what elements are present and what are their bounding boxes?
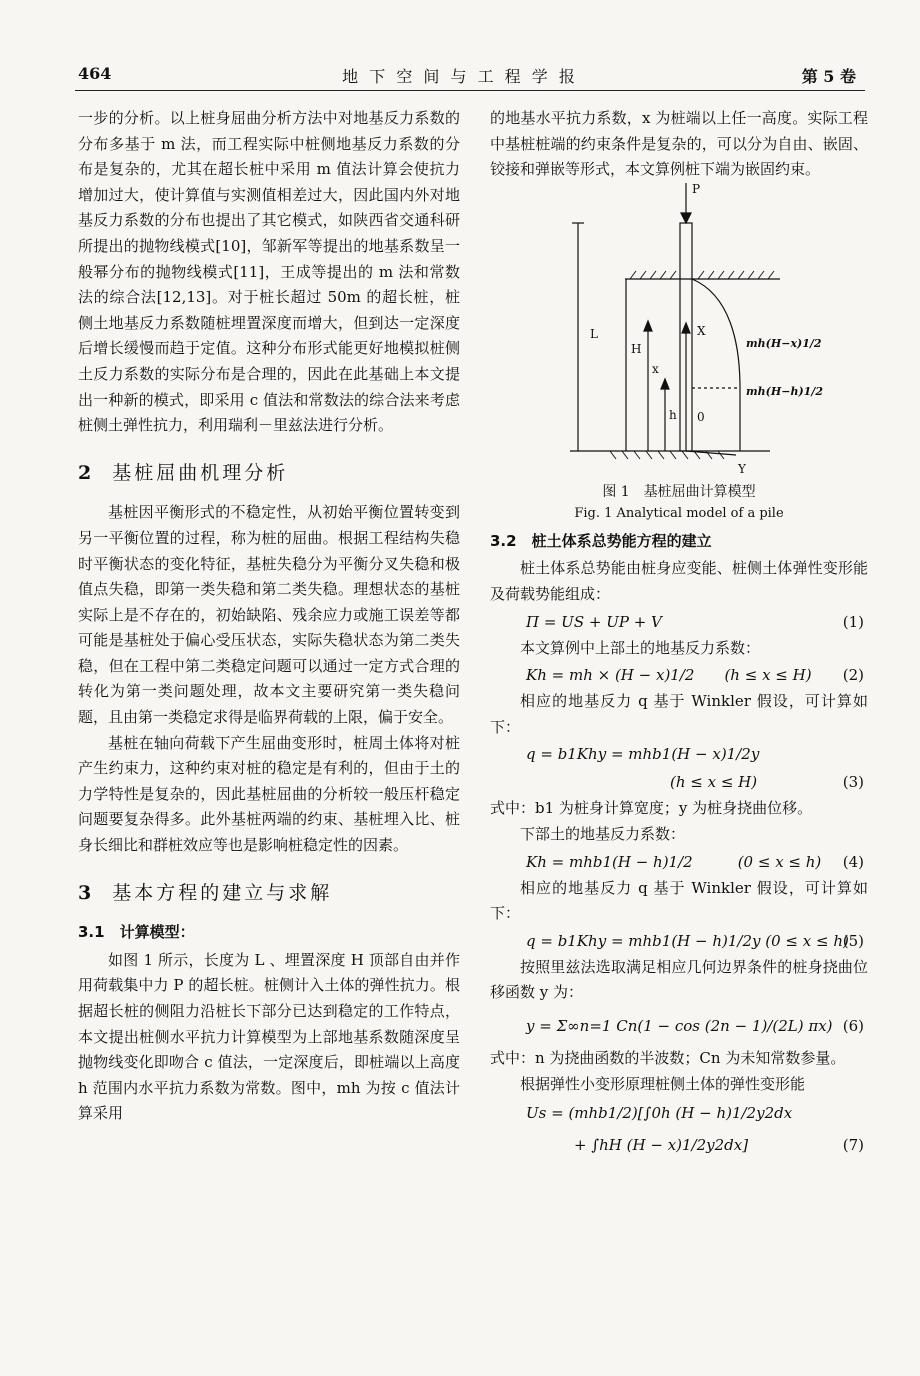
ground-hatch (630, 271, 774, 279)
section-number: 2 (78, 461, 95, 484)
equation-text: (h ≤ x ≤ H) (670, 773, 758, 792)
paragraph: 式中：b1 为桩身计算宽度；y 为桩身挠曲位移。 (490, 799, 813, 818)
right-column (490, 106, 868, 1161)
equation-3a (490, 740, 868, 768)
equation-3b (490, 768, 868, 796)
paragraph: 相应的地基反力 q 基于 Winkler 假设，可计算如下： (490, 878, 868, 923)
equation-7a (490, 1097, 868, 1129)
equation-number: (1) (842, 612, 864, 631)
section-title: 基桩屈曲机理分析 (112, 461, 289, 484)
label-x: x (652, 361, 659, 376)
paragraph: 本文算例中上部土的地基反力系数： (520, 638, 761, 657)
subsection-heading: 3.1 计算模型： (78, 923, 195, 942)
paragraph: 根据弹性小变形原理桩侧土体的弹性变形能 (520, 1074, 806, 1093)
equation-number: (4) (842, 852, 864, 871)
figure-caption-cn: 图 1 基桩屈曲计算模型 (602, 484, 756, 501)
equation-text: Us = (mhb1/2)[∫0h (H − h)1/2y2dx (526, 1104, 793, 1123)
paragraph: 式中：n 为挠曲函数的半波数；Cn 为未知常数参量。 (490, 1048, 846, 1067)
subsection-heading: 3.2 桩土体系总势能方程的建立 (490, 531, 712, 550)
equation-2 (490, 661, 868, 689)
label-k1: mh(H−x)1/2 (746, 336, 822, 350)
equation-text: Kh = mhb1(H − h)1/2 (0 ≤ x ≤ h) (526, 852, 822, 871)
label-X: X (697, 323, 706, 338)
section-number: 3 (78, 881, 95, 904)
label-origin: 0 (697, 409, 705, 424)
label-H: H (631, 341, 642, 356)
paragraph: 相应的地基反力 q 基于 Winkler 假设，可计算如下： (490, 692, 868, 736)
equation-6 (490, 1006, 868, 1046)
label-k2: mh(H−h)1/2 (746, 384, 823, 398)
section-title: 基本方程的建立与求解 (112, 881, 333, 904)
equation-text: q = b1Khy = mhb1(H − h)1/2y (0 ≤ x ≤ h) (526, 931, 849, 950)
equation-text: Kh = mh × (H − x)1/2 (h ≤ x ≤ H) (526, 666, 812, 685)
volume-label: 第 5 卷 (801, 67, 856, 86)
paragraph: 基桩在轴向荷载下产生屈曲变形时，桩周土体将对桩产生约束力，这种约束对桩的稳定是有利的，但由于土的力学特性是复杂的，因此基桩屈曲的分析较一般压杆稳定问题要复杂得多。此外基桩两端的约束、基桩埋入比、桩身长细比和群桩效应等也是影响桩稳定性的因素。 (78, 733, 460, 855)
equation-text: y = Σ∞n=1 Cn(1 − cos (2n − 1)/(2L) πx) (526, 1016, 833, 1035)
left-column (78, 106, 460, 1127)
equation-number: (2) (842, 666, 864, 685)
equation-text: Π = US + UP + V (526, 612, 662, 631)
paragraph: 基桩因平衡形式的不稳定性，从初始平衡位置转变到另一平衡位置的过程，称为桩的屈曲。根据工程结构失稳时平衡状态的变化特征，基桩失稳分为平衡分叉失稳和极值点失稳，即第一类失稳和第二类失稳。理想状态的基桩实际上是不存在的，初始缺陷、残余应力或施工误差等都可能是基桩处于偏心受压状态，实际失稳状态为第二类失稳，但在工程中第二类稳定问题可以通过一定方式合理的转化为第一类问题处理，故本文主要研究第一类失稳问题，且由第一类稳定求得是临界荷载的上限，偏于安全。 (78, 503, 460, 727)
figure-1 (490, 183, 868, 523)
equation-text: + ∫hH (H − x)1/2y2dx] (574, 1136, 749, 1155)
label-L: L (590, 326, 598, 341)
equation-number: (6) (842, 1016, 864, 1035)
paragraph: 下部土的地基反力系数： (520, 824, 686, 843)
equation-5 (490, 927, 868, 955)
header-rule (75, 90, 865, 91)
reaction-curve (692, 279, 740, 451)
paragraph: 如图 1 所示，长度为 L 、埋置深度 H 顶部自由并作用荷载集中力 P 的超长桩。桩侧计入土体的弹性抗力。根据超长桩的侧阻力沿桩长下部分已达到稳定的工作特点，本文提出桩侧水平抗力计算模型为上部地基系数随深度呈抛物线变化即吻合 c 值法，一定深度后，即桩端以上高度 h 范围内水平抗力系数为常数。图中，mh 为按 c 值法计算采用 (78, 950, 460, 1123)
paragraph: 的地基水平抗力系数，x 为桩端以上任一高度。实际工程中基桩桩端的约束条件是复杂的，可以分为自由、嵌固、铰接和弹嵌等形式，本文算例桩下端为嵌固约束。 (490, 109, 868, 179)
label-h: h (669, 407, 677, 422)
paragraph: 一步的分析。以上桩身屈曲分析方法中对地基反力系数的分布多基于 m 法，而工程实际中桩侧地基反力系数的分布是复杂的，尤其在超长桩中采用 m 值法计算会使抗力增加过大，使计算值与实测值相差过大，因此国内外对地基反力系数的分布也提出了其它模式，如陕西省交通科研所提出的抛物线模式[10]，邹新军等提出的地基系数呈一般幂分布的抛物线模式[11]，王成等提出的 m 法和常数法的综合法[12,13]。对于桩长超过 50m 的超长桩，桩侧土地基反力系数随桩埋置深度而增大，但到达一定深度后增长缓慢而趋于定值。这种分布形式能更好地模拟桩侧土反力系数的实际分布是合理的，因此在此基础上本文提出一种新的模式，即采用 c 值法和常数法的综合法来考虑桩侧土弹性抗力，利用瑞利－里兹法进行分析。 (78, 109, 460, 435)
load-arrowhead (681, 213, 691, 223)
journal-title: 地 下 空 间 与 工 程 学 报 (342, 67, 578, 86)
equation-7b (490, 1129, 868, 1161)
equation-number: (3) (842, 773, 864, 792)
paragraph: 按照里兹法选取满足相应几何边界条件的桩身挠曲位移函数 y 为： (490, 957, 868, 1002)
equation-text: q = b1Khy = mhb1(H − x)1/2y (526, 745, 760, 764)
section-heading-2 (78, 461, 460, 487)
figure-caption-en: Fig. 1 Analytical model of a pile (574, 506, 784, 522)
equation-1 (490, 608, 868, 636)
equation-4 (490, 848, 868, 876)
label-P: P (692, 182, 701, 196)
pile-model-diagram (490, 183, 868, 473)
paragraph: 桩土体系总势能由桩身应变能、桩侧土体弹性变形能及荷载势能组成： (490, 559, 868, 603)
page-number: 464 (78, 64, 112, 83)
label-Y: Y (738, 461, 746, 473)
section-heading-3 (78, 881, 460, 907)
equation-number: (7) (842, 1136, 864, 1155)
equation-number: (5) (842, 931, 864, 950)
page-header (0, 60, 920, 88)
